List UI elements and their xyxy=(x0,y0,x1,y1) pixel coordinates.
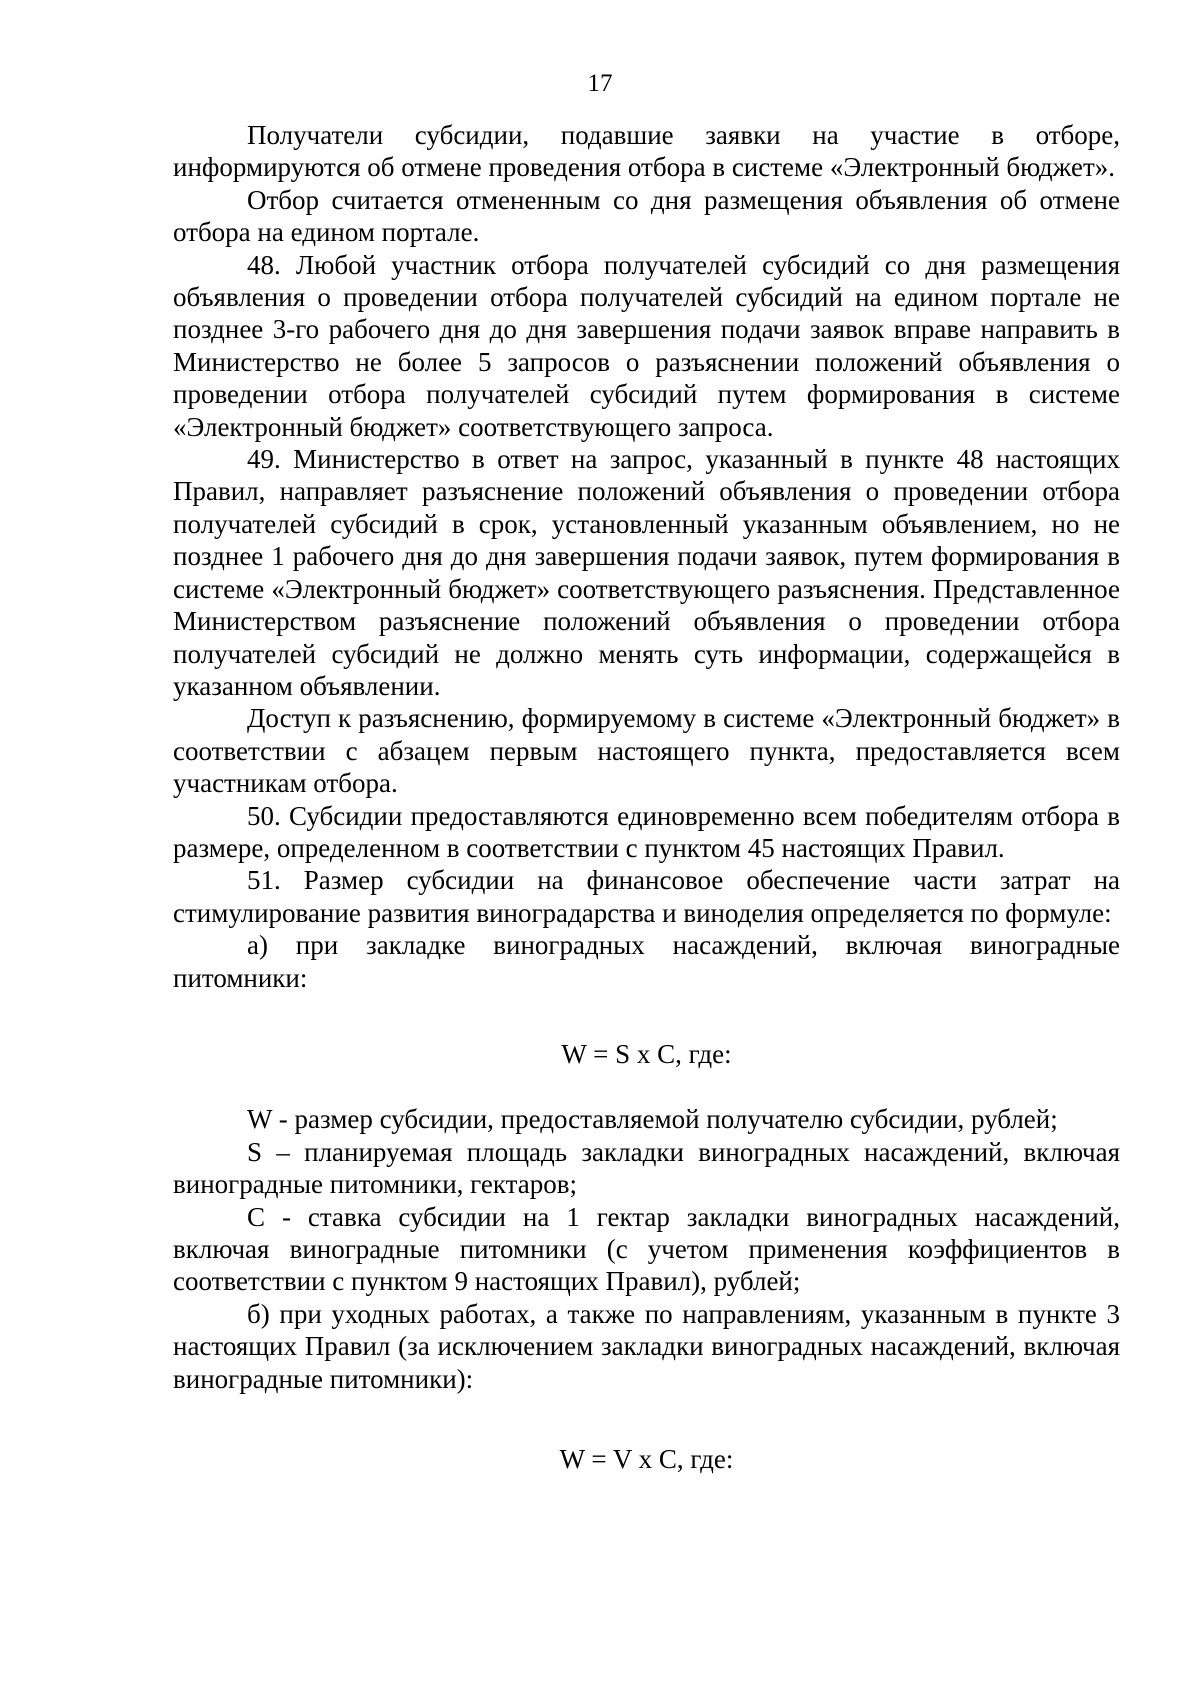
paragraph-51: 51. Размер субсидии на финансовое обеспечение части затрат на стимулирование развития виноградарства и виноделия определяется по формуле: xyxy=(173,865,1120,928)
paragraph-cancel-date: Отбор считается отмененным со дня размещения объявления об отмене отбора на едином портале. xyxy=(173,184,1120,248)
definition-c: С - ставка субсидии на 1 гектар закладки виноградных насаждений, включая виноградные питомники (с учетом применения коэффициентов в соответствии с пунктом 9 настоящих Правил), рублей; xyxy=(173,1201,1120,1297)
paragraph-49-access: Доступ к разъяснению, формируемому в системе «Электронный бюджет» в соответствии с абзацем первым настоящего пункта, предоставляется всем участникам отбора. xyxy=(173,703,1120,799)
definition-s: S – планируемая площадь закладки виноградных насаждений, включая виноградные питомники, гектаров; xyxy=(173,1136,1120,1200)
paragraph-48: 48. Любой участник отбора получателей субсидий со дня размещения объявления о проведении отбора получателей субсидий на едином портале не позднее 3-го рабочего дня до дня завершения подачи заявок вправе направить в Министерство не более 5 запросов о разъяснении положений объявления о проведении отбора получателей субсидий путем формирования в системе «Электронный бюджет» соответствующего запроса. xyxy=(173,249,1120,442)
formula-w-s-c: W = S x C, где: xyxy=(561,1038,732,1069)
paragraph-cancel-notice: Получатели субсидии, подавшие заявки на участие в отборе, информируются об отмене проведения отбора в системе «Электронный бюджет». xyxy=(173,120,1120,183)
definition-w: W - размер субсидии, предоставляемой получателю субсидии, рублей; xyxy=(247,1104,1058,1135)
paragraph-51-b: б) при уходных работах, а также по направлениям, указанным в пункте 3 настоящих Правил (за исключением закладки виноградных насаждений, включая виноградные питомники): xyxy=(173,1298,1120,1394)
page-number: 17 xyxy=(587,70,613,97)
paragraph-50: 50. Субсидии предоставляются единовременно всем победителям отбора в размере, определенном в соответствии с пунктом 45 настоящих Правил. xyxy=(173,800,1120,863)
paragraph-49: 49. Министерство в ответ на запрос, указанный в пункте 48 настоящих Правил, направляет разъяснение положений объявления о проведении отбора получателей субсидий в срок, установленный указанным объявлением, но не позднее 1 рабочего дня до дня завершения подачи заявок, путем формирования в системе «Электронный бюджет» соответствующего разъяснения. Представленное Министерством разъяснение положений объявления о проведении отбора получателей субсидий не должно менять суть информации, содержащейся в указанном объявлении. xyxy=(173,444,1120,701)
paragraph-51-a: а) при закладке виноградных насаждений, включая виноградные питомники: xyxy=(173,930,1120,993)
formula-w-v-c: W = V x C, где: xyxy=(559,1444,734,1475)
document-body xyxy=(173,119,1120,1475)
